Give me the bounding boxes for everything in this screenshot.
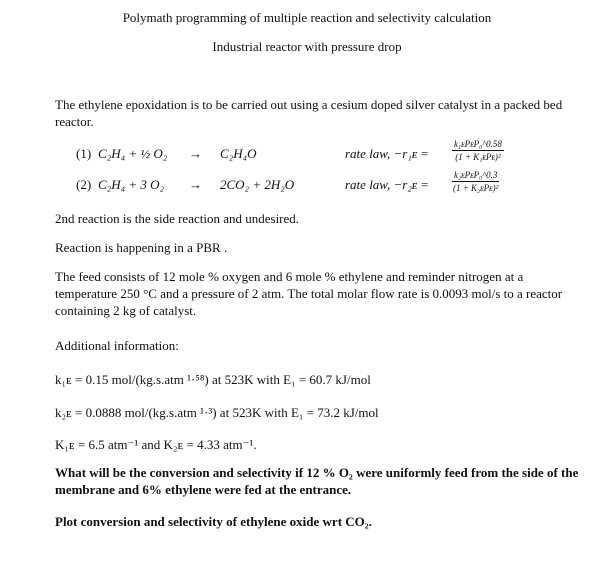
info-line-k2e: k₂ᴇ = 0.0888 mol/(kg.s.atm ¹·³) at 523K with E₁ = 73.2 kJ/mol [55, 405, 379, 420]
pbr-note: Reaction is happening in a PBR . [55, 240, 228, 255]
reaction-2-arrow: → [189, 177, 202, 192]
reaction-2-rate-denominator: (1 + K₂ᴇPᴇ)² [452, 183, 499, 193]
additional-info-heading: Additional information: [55, 338, 179, 353]
reaction-1-rate-label: rate law, −r₁ᴇ = [345, 146, 429, 161]
intro-paragraph: The ethylene epoxidation is to be carried out using a cesium doped silver catalyst in a packed bed reactor. [55, 97, 563, 129]
reaction-2-products: 2CO₂ + 2H₂O [220, 177, 295, 192]
reaction-1-rate-numerator: k₁ᴇPᴇP₀^0.58 [454, 139, 502, 149]
reaction-2-rate-label: rate law, −r₂ᴇ = [345, 177, 429, 192]
page-title: Polymath programming of multiple reaction and selectivity calculation [122, 10, 492, 25]
feed-paragraph: The feed consists of 12 mole % oxygen and 6 mole % ethylene and reminder nitrogen at a temperature 250 °C and a pressure of 2 atm. The total molar flow rate is 0.0093 mol/s to a reactor containing 2 kg of catalyst. [55, 269, 563, 318]
question-plot: Plot conversion and selectivity of ethylene oxide wrt CO₂. [55, 514, 372, 529]
question-conversion-selectivity: What will be the conversion and selectivity if 12 % O₂ were uniformly feed from the side of the membrane and 6% ethylene were fed at the entrance. [55, 465, 579, 497]
reaction-1-products: C₂H₄O [220, 146, 257, 161]
reaction-1-reactants: C₂H₄ + ½ O₂ [98, 146, 168, 161]
info-line-k1e: k₁ᴇ = 0.15 mol/(kg.s.atm ¹·⁵⁸) at 523K with E₁ = 60.7 kJ/mol [55, 372, 371, 387]
reaction-1-rate-denominator: (1 + K₁ᴇPᴇ)² [455, 152, 501, 162]
reaction-1-arrow: → [189, 146, 202, 161]
reaction-2-rate-fraction [452, 170, 499, 193]
info-line-adsorption-constants: K₁ᴇ = 6.5 atm⁻¹ and K₂ᴇ = 4.33 atm⁻¹. [55, 437, 257, 452]
reaction-2-label: (2) [76, 177, 92, 192]
side-reaction-note: 2nd reaction is the side reaction and undesired. [55, 211, 300, 226]
reaction-1-label: (1) [76, 146, 92, 161]
page-subtitle: Industrial reactor with pressure drop [212, 39, 402, 54]
reaction-2-rate-numerator: k₂ᴇPᴇP₀^0.3 [454, 170, 498, 180]
reaction-2-reactants: C₂H₄ + 3 O₂ [98, 177, 165, 192]
reaction-1-rate-fraction [452, 139, 504, 162]
